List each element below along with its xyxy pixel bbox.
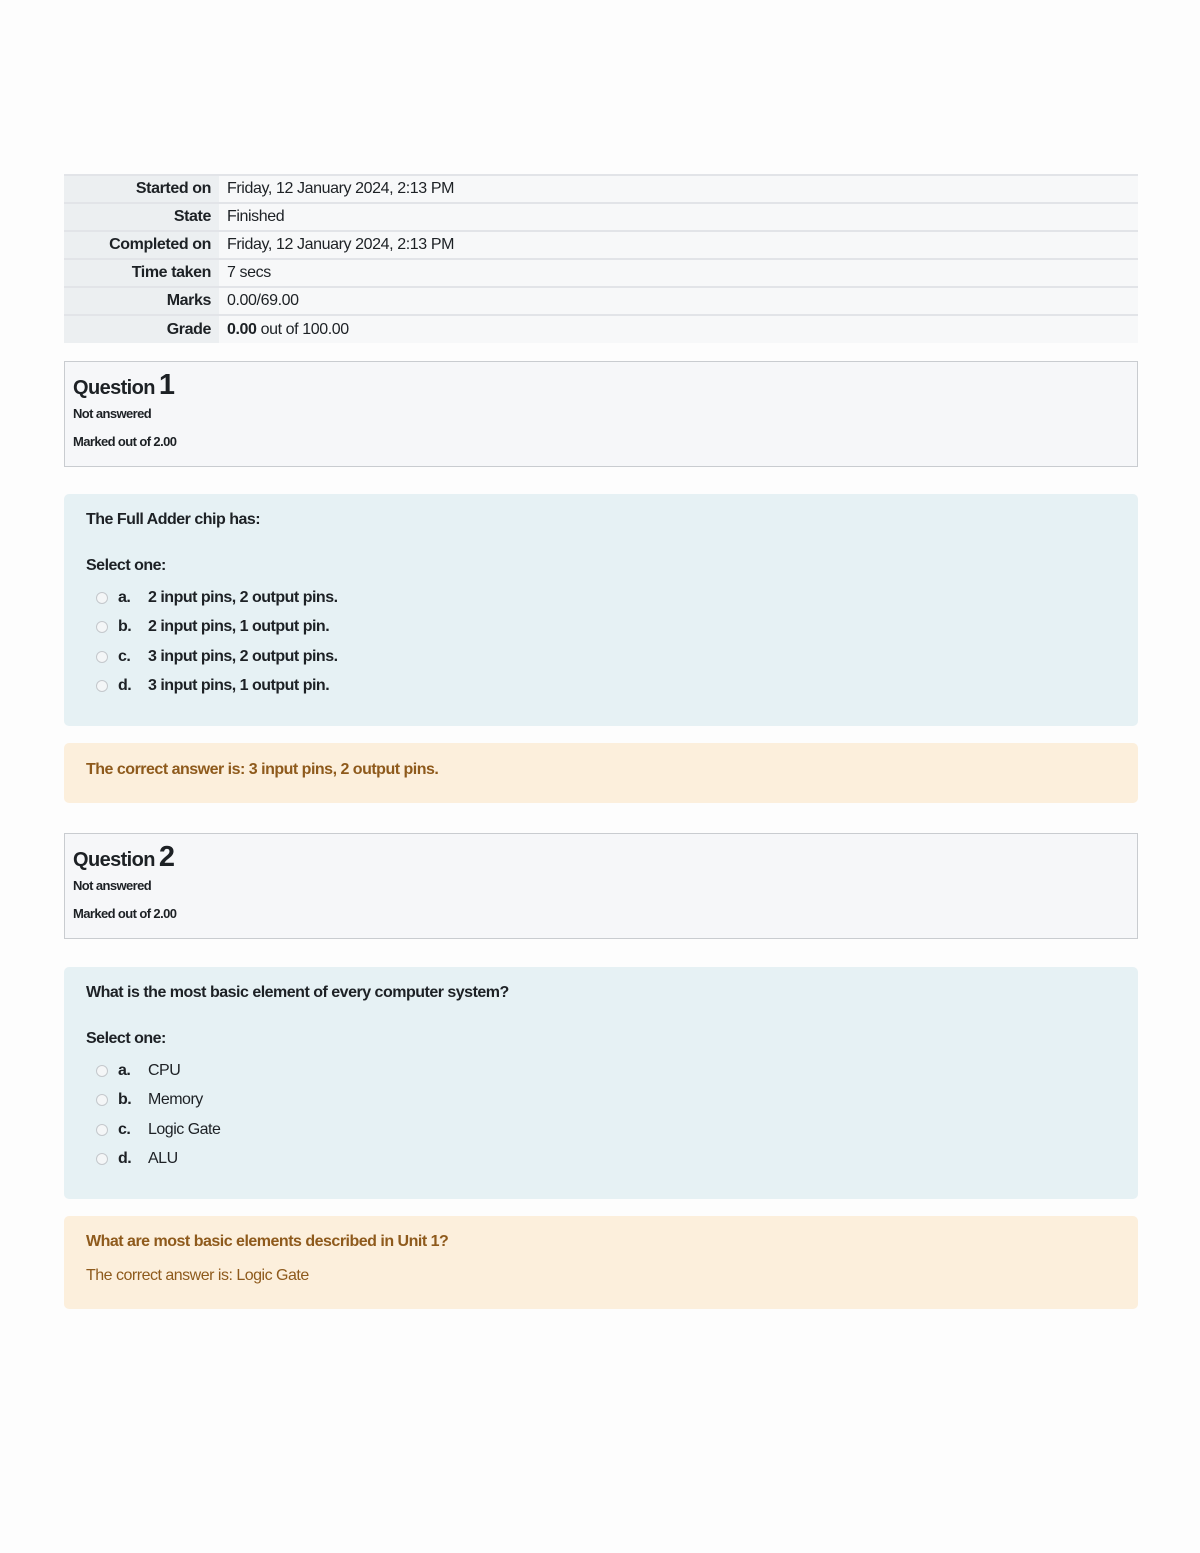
answer-letter: c. [118, 647, 131, 665]
question-title [73, 842, 1129, 872]
question-2-feedback [64, 1216, 1138, 1309]
answer-option-a[interactable] [86, 1056, 1116, 1086]
select-one-prompt: Select one: [86, 1030, 166, 1047]
question-marked: Marked out of 2.00 [73, 434, 177, 449]
radio-icon[interactable] [96, 621, 108, 633]
correct-answer-text: The correct answer is: Logic Gate [86, 1267, 309, 1284]
answer-option-d[interactable] [86, 1145, 1116, 1175]
answer-letter: a. [118, 1061, 131, 1079]
summary-value: Friday, 12 January 2024, 2:13 PM [219, 175, 1138, 203]
question-state: Not answered [73, 406, 152, 421]
answer-text: CPU [148, 1061, 181, 1079]
answer-letter: d. [118, 1150, 132, 1168]
question-label: Question [73, 377, 155, 399]
question-marked: Marked out of 2.00 [73, 906, 177, 921]
radio-icon[interactable] [96, 1094, 108, 1106]
answer-option-b[interactable] [86, 1086, 1116, 1116]
answer-text: ALU [148, 1150, 178, 1168]
question-1-info [64, 361, 1138, 467]
answer-option-a[interactable] [86, 583, 1116, 613]
summary-label: State [64, 203, 219, 231]
radio-icon[interactable] [96, 651, 108, 663]
summary-label: Completed on [64, 231, 219, 259]
answer-text: 3 input pins, 1 output pin. [148, 677, 330, 695]
correct-answer-text: The correct answer is: 3 input pins, 2 output pins. [86, 761, 439, 778]
answer-option-c[interactable] [86, 1115, 1116, 1145]
answer-text: Memory [148, 1091, 203, 1109]
summary-value: 0.00/69.00 [219, 287, 1138, 315]
answer-letter: c. [118, 1120, 131, 1138]
radio-icon[interactable] [96, 1065, 108, 1077]
answer-list [86, 583, 1116, 701]
summary-label: Started on [64, 175, 219, 203]
question-state: Not answered [73, 878, 152, 893]
summary-value: Finished [219, 203, 1138, 231]
answer-letter: b. [118, 1091, 132, 1109]
summary-row-started [64, 175, 1138, 203]
answer-letter: b. [118, 618, 132, 636]
answer-text: 3 input pins, 2 output pins. [148, 647, 338, 665]
answer-text: Logic Gate [148, 1120, 221, 1138]
summary-row-marks [64, 287, 1138, 315]
question-1-feedback [64, 743, 1138, 803]
question-text: What is the most basic element of every computer system? [86, 984, 509, 1001]
summary-row-completed [64, 231, 1138, 259]
radio-icon[interactable] [96, 592, 108, 604]
question-title [73, 370, 1129, 400]
question-1-content [64, 494, 1138, 726]
summary-row-state [64, 203, 1138, 231]
answer-list [86, 1056, 1116, 1174]
feedback-hint-text: What are most basic elements described in Unit 1? [86, 1233, 449, 1250]
question-number: 1 [158, 369, 175, 401]
answer-text: 2 input pins, 2 output pins. [148, 588, 338, 606]
answer-letter: a. [118, 588, 131, 606]
select-one-prompt: Select one: [86, 557, 166, 574]
question-2-content [64, 967, 1138, 1199]
summary-label: Grade [64, 315, 219, 343]
summary-row-time-taken [64, 259, 1138, 287]
quiz-review-page [64, 174, 1138, 1309]
attempt-summary-table [64, 174, 1138, 343]
answer-letter: d. [118, 677, 132, 695]
grade-out-of: out of 100.00 [256, 320, 349, 338]
answer-option-d[interactable] [86, 672, 1116, 702]
radio-icon[interactable] [96, 1124, 108, 1136]
answer-option-b[interactable] [86, 613, 1116, 643]
answer-text: 2 input pins, 1 output pin. [148, 618, 330, 636]
answer-option-c[interactable] [86, 642, 1116, 672]
summary-value [219, 315, 1138, 343]
question-label: Question [73, 849, 155, 871]
summary-label: Marks [64, 287, 219, 315]
summary-row-grade [64, 315, 1138, 343]
summary-value: Friday, 12 January 2024, 2:13 PM [219, 231, 1138, 259]
summary-label: Time taken [64, 259, 219, 287]
radio-icon[interactable] [96, 680, 108, 692]
question-2-info [64, 833, 1138, 939]
question-text: The Full Adder chip has: [86, 511, 261, 528]
summary-value: 7 secs [219, 259, 1138, 287]
radio-icon[interactable] [96, 1153, 108, 1165]
question-number: 2 [158, 841, 175, 873]
grade-value: 0.00 [227, 320, 257, 338]
